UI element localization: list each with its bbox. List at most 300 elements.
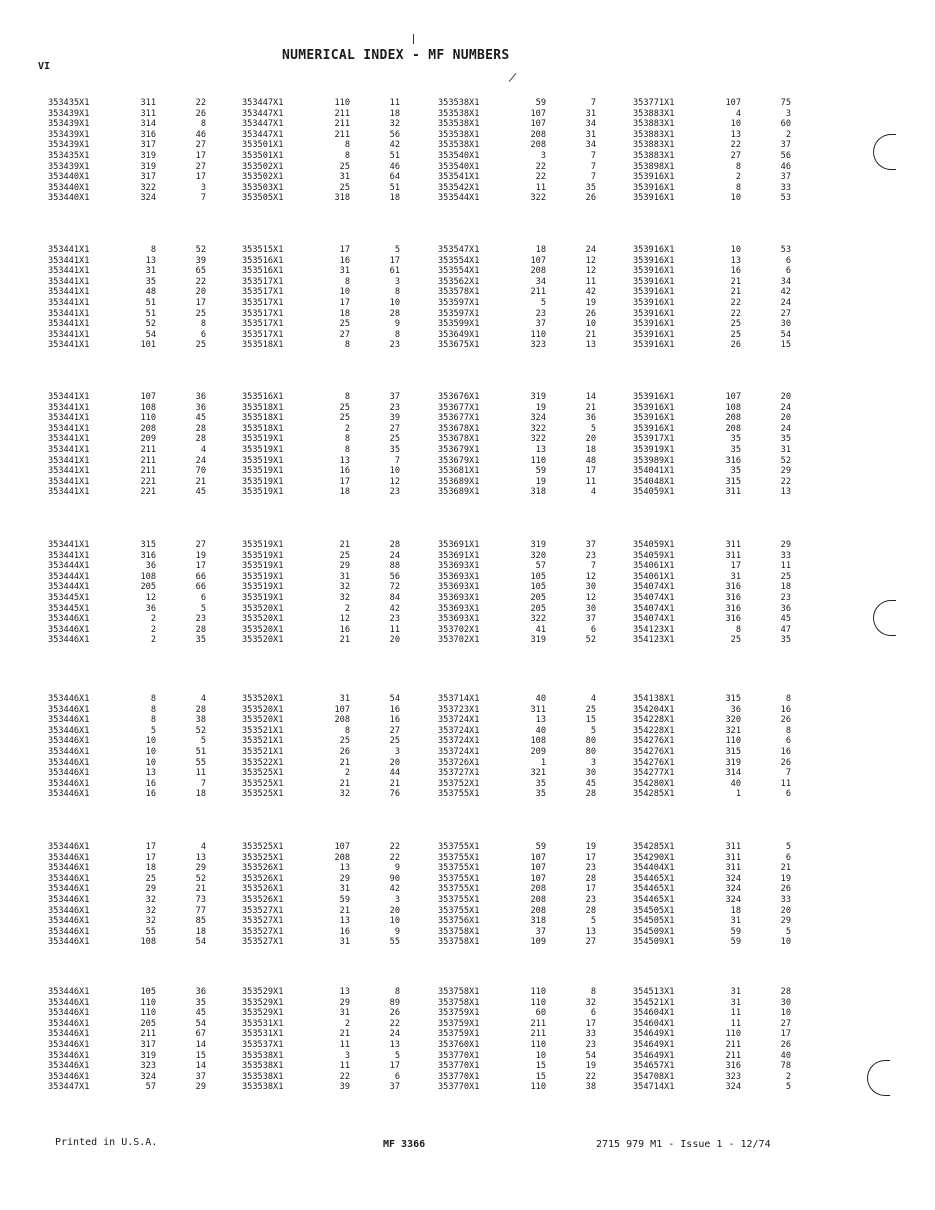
part-number: 354228X1	[633, 715, 675, 726]
page-number: 60	[535, 1008, 546, 1019]
item-number: 42	[389, 884, 400, 895]
item-number: 48	[585, 455, 596, 466]
part-number: 353441X1	[48, 466, 90, 477]
item-number: 34	[780, 276, 791, 287]
part-number: 353439X1	[48, 119, 90, 130]
item-number: 23	[389, 487, 400, 498]
item-number: 25	[389, 434, 400, 445]
page-number: 17	[339, 245, 350, 255]
part-number: 353675X1	[438, 340, 480, 351]
page-number: 25	[730, 635, 741, 646]
page-number: 322	[530, 193, 546, 204]
page-number: 311	[725, 487, 741, 498]
part-number: 354604X1	[633, 1008, 675, 1019]
item-number: 34	[585, 119, 596, 130]
item-number: 14	[195, 1061, 206, 1072]
item-number: 22	[195, 98, 206, 108]
item-number: 30	[585, 582, 596, 593]
item-number: 6	[590, 1008, 596, 1019]
item-number: 21	[585, 402, 596, 413]
page-number: 31	[339, 694, 350, 704]
page-number: 31	[339, 937, 350, 948]
item-number: 54	[389, 694, 400, 704]
page-number: 36	[730, 704, 741, 715]
footer-printed: Printed in U.S.A.	[55, 1137, 158, 1148]
part-number: 353898X1	[633, 161, 675, 172]
item-number: 37	[780, 140, 791, 151]
page-number: 8	[344, 151, 350, 161]
part-number: 353441X1	[48, 550, 90, 561]
item-number: 24	[780, 402, 791, 413]
item-number: 31	[585, 129, 596, 140]
item-number: 36	[780, 603, 791, 614]
page-number: 12	[145, 593, 156, 603]
part-number: 353518X1	[242, 402, 284, 413]
item-number: 17	[195, 561, 206, 572]
page-number: 101	[140, 340, 156, 351]
part-number: 353916X1	[633, 423, 675, 434]
item-number: 17	[195, 151, 206, 161]
item-number: 8	[200, 119, 206, 130]
page-number: 324	[140, 1071, 156, 1082]
part-number: 353520X1	[242, 603, 284, 614]
part-number: 353441X1	[48, 329, 90, 340]
part-number: 353755X1	[438, 905, 480, 916]
part-number: 353446X1	[48, 937, 90, 948]
index-block	[0, 842, 935, 960]
item-number: 29	[780, 540, 791, 550]
part-number: 353525X1	[242, 789, 284, 800]
item-number: 72	[389, 582, 400, 593]
page-number: 107	[725, 98, 741, 108]
item-number: 30	[780, 997, 791, 1008]
item-number: 5	[785, 842, 791, 852]
part-number: 353689X1	[438, 476, 480, 487]
part-number: 353702X1	[438, 635, 480, 646]
page-number: 31	[339, 266, 350, 277]
page-number: 208	[530, 129, 546, 140]
part-number: 353540X1	[438, 151, 480, 161]
page-number: 322	[530, 614, 546, 625]
item-number: 25	[195, 340, 206, 351]
part-number: 353693X1	[438, 603, 480, 614]
item-number: 7	[394, 455, 400, 466]
part-number: 353446X1	[48, 1040, 90, 1050]
part-number: 353529X1	[242, 1008, 284, 1019]
page-number: 10	[535, 1050, 546, 1061]
page-number: 2	[150, 624, 156, 635]
item-number: 6	[785, 852, 791, 863]
part-number: 354404X1	[633, 863, 675, 874]
item-number: 35	[585, 182, 596, 193]
item-number: 29	[195, 1082, 206, 1093]
item-number: 23	[585, 550, 596, 561]
part-number: 353446X1	[48, 747, 90, 757]
item-number: 73	[195, 895, 206, 905]
part-number: 353520X1	[242, 694, 284, 704]
page-number: 55	[145, 926, 156, 937]
page-number: 110	[140, 1008, 156, 1019]
item-number: 5	[590, 725, 596, 736]
page-number: 208	[334, 852, 350, 863]
part-number: 353446X1	[48, 635, 90, 646]
item-number: 37	[585, 540, 596, 550]
part-number: 354285X1	[633, 842, 675, 852]
part-number: 354513X1	[633, 987, 675, 997]
item-number: 24	[585, 245, 596, 255]
item-number: 28	[389, 308, 400, 319]
page-number: 323	[140, 1061, 156, 1072]
part-number: 353446X1	[48, 778, 90, 789]
page-number: 19	[535, 476, 546, 487]
item-number: 20	[389, 635, 400, 646]
part-number: 353521X1	[242, 747, 284, 757]
item-number: 35	[389, 445, 400, 455]
page-number: 12	[339, 614, 350, 625]
page-number: 221	[140, 487, 156, 498]
page-number: 27	[730, 151, 741, 161]
part-number: 353446X1	[48, 926, 90, 937]
page-number: 59	[535, 98, 546, 108]
page-number: 25	[339, 550, 350, 561]
item-number: 10	[585, 319, 596, 330]
page-title: NUMERICAL INDEX - MF NUMBERS	[282, 48, 510, 63]
item-number: 23	[585, 1040, 596, 1050]
item-number: 12	[585, 266, 596, 277]
page-number: 107	[725, 392, 741, 402]
page-number: 311	[140, 108, 156, 119]
part-number: 353520X1	[242, 614, 284, 625]
page-number: 311	[725, 863, 741, 874]
page-number: 110	[530, 1082, 546, 1093]
part-number: 353446X1	[48, 1008, 90, 1019]
part-number: 353441X1	[48, 340, 90, 351]
part-number: 353538X1	[242, 1071, 284, 1082]
page-number: 317	[140, 1040, 156, 1050]
page-number: 31	[730, 571, 741, 582]
item-number: 35	[780, 434, 791, 445]
page-number: 16	[730, 266, 741, 277]
page-number: 35	[535, 778, 546, 789]
page-number: 17	[145, 842, 156, 852]
page-number: 2	[344, 423, 350, 434]
part-number: 353758X1	[438, 987, 480, 997]
part-number: 353446X1	[48, 873, 90, 884]
index-block	[0, 245, 935, 363]
part-number: 353441X1	[48, 319, 90, 330]
item-number: 23	[585, 863, 596, 874]
page-number: 324	[530, 413, 546, 424]
page-number: 13	[730, 129, 741, 140]
item-number: 37	[195, 1071, 206, 1082]
page-number: 29	[339, 997, 350, 1008]
page-number: 107	[530, 255, 546, 266]
page-number: 316	[725, 1061, 741, 1072]
part-number: 354649X1	[633, 1029, 675, 1040]
part-number: 353441X1	[48, 276, 90, 287]
item-number: 13	[585, 926, 596, 937]
item-number: 27	[389, 725, 400, 736]
page-number: 18	[535, 245, 546, 255]
page-number: 15	[535, 1071, 546, 1082]
page-number: 17	[339, 476, 350, 487]
page-number: 34	[535, 276, 546, 287]
part-number: 353770X1	[438, 1082, 480, 1093]
item-number: 21	[389, 778, 400, 789]
part-number: 353446X1	[48, 725, 90, 736]
page-number: 35	[145, 276, 156, 287]
part-number: 353538X1	[438, 129, 480, 140]
part-number: 353447X1	[242, 108, 284, 119]
item-number: 14	[195, 1040, 206, 1050]
part-number: 354509X1	[633, 937, 675, 948]
part-number: 353916X1	[633, 340, 675, 351]
part-number: 353679X1	[438, 455, 480, 466]
part-number: 354074X1	[633, 614, 675, 625]
part-number: 353521X1	[242, 725, 284, 736]
item-number: 12	[585, 571, 596, 582]
page-number: 107	[334, 704, 350, 715]
part-number: 353446X1	[48, 789, 90, 800]
part-number: 353444X1	[48, 571, 90, 582]
page-number: 211	[140, 1029, 156, 1040]
page-number: 311	[530, 704, 546, 715]
part-number: 353527X1	[242, 916, 284, 927]
page-number: 320	[725, 715, 741, 726]
part-number: 353678X1	[438, 434, 480, 445]
item-number: 51	[389, 151, 400, 161]
page-number: 1	[735, 789, 741, 800]
item-number: 26	[585, 308, 596, 319]
part-number: 354604X1	[633, 1018, 675, 1029]
item-number: 56	[389, 571, 400, 582]
item-number: 42	[780, 287, 791, 298]
item-number: 7	[200, 193, 206, 204]
item-number: 11	[780, 778, 791, 789]
item-number: 8	[394, 287, 400, 298]
page-number: 54	[145, 329, 156, 340]
part-number: 353525X1	[242, 852, 284, 863]
page-number: 1	[540, 757, 546, 768]
item-number: 15	[585, 715, 596, 726]
part-number: 353446X1	[48, 863, 90, 874]
item-number: 33	[780, 182, 791, 193]
page-number: 315	[725, 476, 741, 487]
item-number: 20	[585, 434, 596, 445]
item-number: 3	[590, 757, 596, 768]
part-number: 353916X1	[633, 392, 675, 402]
part-number: 353516X1	[242, 392, 284, 402]
item-number: 53	[780, 245, 791, 255]
index-block	[0, 392, 935, 510]
item-number: 33	[780, 895, 791, 905]
item-number: 18	[389, 108, 400, 119]
page-number: 35	[730, 434, 741, 445]
item-number: 22	[389, 842, 400, 852]
page-number: 211	[334, 129, 350, 140]
part-number: 353519X1	[242, 540, 284, 550]
page-number: 316	[725, 614, 741, 625]
part-number: 353554X1	[438, 255, 480, 266]
part-number: 353446X1	[48, 997, 90, 1008]
page-number: 57	[145, 1082, 156, 1093]
page-number: 110	[530, 997, 546, 1008]
page-number: 48	[145, 287, 156, 298]
part-number: 353446X1	[48, 1050, 90, 1061]
page-number: 25	[339, 182, 350, 193]
item-number: 13	[585, 340, 596, 351]
page-number: 32	[339, 593, 350, 603]
part-number: 353916X1	[633, 182, 675, 193]
part-number: 353542X1	[438, 182, 480, 193]
part-number: 353441X1	[48, 287, 90, 298]
part-number: 353518X1	[242, 413, 284, 424]
part-number: 353446X1	[48, 884, 90, 895]
item-number: 3	[200, 182, 206, 193]
item-number: 25	[389, 736, 400, 747]
page-number: 16	[339, 624, 350, 635]
item-number: 10	[389, 916, 400, 927]
item-number: 6	[785, 736, 791, 747]
part-number: 353554X1	[438, 266, 480, 277]
page-number: 16	[339, 255, 350, 266]
item-number: 19	[585, 1061, 596, 1072]
page-number: 13	[339, 863, 350, 874]
part-number: 353441X1	[48, 540, 90, 550]
part-number: 353538X1	[438, 119, 480, 130]
part-number: 353724X1	[438, 736, 480, 747]
part-number: 353519X1	[242, 434, 284, 445]
part-number: 353883X1	[633, 119, 675, 130]
item-number: 37	[389, 1082, 400, 1093]
part-number: 353678X1	[438, 423, 480, 434]
item-number: 28	[195, 624, 206, 635]
page-number: 2	[344, 603, 350, 614]
page-number: 318	[530, 916, 546, 927]
item-number: 23	[195, 614, 206, 625]
part-number: 353435X1	[48, 98, 90, 108]
item-number: 17	[389, 255, 400, 266]
part-number: 353770X1	[438, 1071, 480, 1082]
page-number: 316	[140, 129, 156, 140]
index-block	[0, 98, 935, 216]
part-number: 353441X1	[48, 402, 90, 413]
page-number: 23	[535, 308, 546, 319]
part-number: 353441X1	[48, 413, 90, 424]
part-number: 353446X1	[48, 768, 90, 779]
page-number: 110	[140, 997, 156, 1008]
part-number: 354649X1	[633, 1040, 675, 1050]
part-number: 353916X1	[633, 255, 675, 266]
item-number: 7	[200, 778, 206, 789]
part-number: 353517X1	[242, 319, 284, 330]
item-number: 8	[590, 987, 596, 997]
part-number: 353562X1	[438, 276, 480, 287]
page-number: 57	[535, 561, 546, 572]
item-number: 54	[195, 1018, 206, 1029]
part-number: 353519X1	[242, 593, 284, 603]
item-number: 23	[389, 402, 400, 413]
part-number: 353505X1	[242, 193, 284, 204]
part-number: 353446X1	[48, 905, 90, 916]
item-number: 26	[389, 1008, 400, 1019]
page-number: 36	[145, 603, 156, 614]
part-number: 353916X1	[633, 329, 675, 340]
item-number: 30	[585, 768, 596, 779]
item-number: 17	[195, 172, 206, 183]
item-number: 84	[389, 593, 400, 603]
item-number: 28	[585, 905, 596, 916]
part-number: 354657X1	[633, 1061, 675, 1072]
item-number: 36	[195, 987, 206, 997]
item-number: 27	[780, 308, 791, 319]
page-number: 10	[730, 193, 741, 204]
page-number: 107	[530, 873, 546, 884]
part-number: 353519X1	[242, 571, 284, 582]
part-number: 353446X1	[48, 842, 90, 852]
part-number: 353770X1	[438, 1050, 480, 1061]
part-number: 353544X1	[438, 193, 480, 204]
page-number: 311	[725, 540, 741, 550]
item-number: 27	[195, 161, 206, 172]
item-number: 20	[195, 287, 206, 298]
page-number: 21	[339, 757, 350, 768]
part-number: 353519X1	[242, 487, 284, 498]
part-number: 353446X1	[48, 895, 90, 905]
page-number: 32	[145, 916, 156, 927]
item-number: 28	[585, 873, 596, 884]
part-number: 353702X1	[438, 624, 480, 635]
item-number: 60	[780, 119, 791, 130]
item-number: 27	[195, 140, 206, 151]
part-number: 353531X1	[242, 1029, 284, 1040]
page-number: 316	[725, 582, 741, 593]
item-number: 52	[585, 635, 596, 646]
page-number: 21	[339, 905, 350, 916]
item-number: 7	[590, 151, 596, 161]
item-number: 54	[780, 329, 791, 340]
item-number: 45	[195, 1008, 206, 1019]
page-number: 321	[725, 725, 741, 736]
item-number: 10	[389, 298, 400, 308]
part-number: 353540X1	[438, 161, 480, 172]
part-number: 353538X1	[438, 108, 480, 119]
part-number: 353916X1	[633, 319, 675, 330]
page-number: 211	[725, 1050, 741, 1061]
part-number: 353446X1	[48, 624, 90, 635]
part-number: 353519X1	[242, 561, 284, 572]
page-number: 324	[725, 895, 741, 905]
item-number: 3	[394, 895, 400, 905]
part-number: 354714X1	[633, 1082, 675, 1093]
part-number: 353520X1	[242, 624, 284, 635]
page-number: 319	[140, 151, 156, 161]
page-number: 25	[145, 873, 156, 884]
page-number: 322	[140, 182, 156, 193]
item-number: 26	[780, 757, 791, 768]
item-number: 20	[780, 413, 791, 424]
page-number: 311	[140, 98, 156, 108]
part-number: 353770X1	[438, 1061, 480, 1072]
part-number: 353916X1	[633, 245, 675, 255]
item-number: 35	[780, 635, 791, 646]
item-number: 26	[780, 884, 791, 895]
item-number: 37	[389, 392, 400, 402]
part-number: 353441X1	[48, 487, 90, 498]
page-number: 8	[150, 694, 156, 704]
page-number: 11	[339, 1040, 350, 1050]
part-number: 353520X1	[242, 715, 284, 726]
